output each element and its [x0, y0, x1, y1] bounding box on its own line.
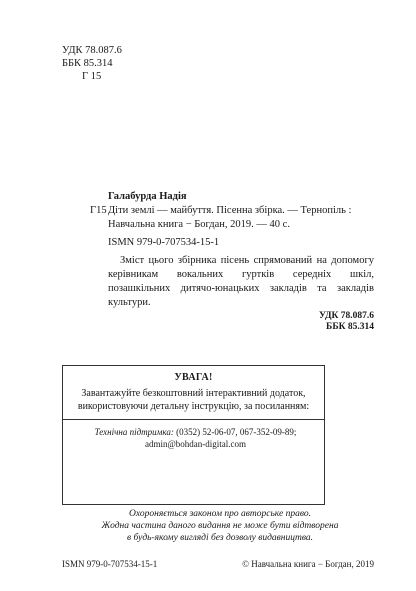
- notice-line-1: Завантажуйте безкоштовний інтерактивний додаток,: [81, 388, 306, 399]
- tech-support: [73, 426, 318, 450]
- classification-block: [62, 44, 122, 83]
- card-author-mark: Г15: [90, 205, 107, 216]
- catalog-card: [90, 190, 374, 333]
- copyright-notice: [90, 508, 350, 544]
- card-bibliographic-row: [90, 204, 374, 232]
- legal-line-2: Жодна частина даного видання не може бути відтворена: [101, 521, 339, 531]
- author-mark: Г 15: [82, 71, 102, 82]
- footer-isbn: ISMN 979-0-707534-15-1: [62, 559, 158, 569]
- bbk-code: ББК 85.314: [62, 58, 113, 69]
- card-author: Галабурда Надія: [108, 191, 187, 202]
- card-bibliographic-text: Діти землі — майбуття. Пісенна збірка. — Тернопіль : Навчальна книга − Богдан, 2019. — 40 с.: [108, 205, 352, 230]
- udk-code: УДК 78.087.6: [62, 45, 122, 56]
- footer-copyright: © Навчальна книга − Богдан, 2019: [242, 559, 374, 569]
- legal-line-3: в будь-якому вигляді без дозволу видавництва.: [126, 533, 314, 543]
- card-description: Зміст цього збірника пісень спрямований на допомогу керівникам вокальних гуртків середніх шкіл, позашкільних дитячо-юнацьких закладів та закладів культури.: [108, 255, 374, 308]
- notice-text: [73, 387, 314, 413]
- notice-title: УВАГА!: [174, 372, 213, 383]
- card-udk: УДК 78.087.6: [318, 311, 374, 321]
- notice-divider: [63, 419, 324, 420]
- notice-box: [62, 365, 325, 505]
- card-isbn: ISMN 979-0-707534-15-1: [108, 237, 220, 248]
- support-phones: (0352) 52-06-07, 067-352-09-89;: [176, 427, 297, 437]
- card-bbk: ББК 85.314: [326, 322, 374, 332]
- notice-line-2: використовуючи детальну інструкцію, за посиланням:: [77, 401, 310, 412]
- support-email[interactable]: admin@bohdan-digital.com: [144, 439, 247, 449]
- legal-line-1: Охороняється законом про авторське право.: [129, 509, 311, 519]
- support-label: Технічна підтримка:: [94, 427, 174, 437]
- card-codes: [90, 311, 374, 333]
